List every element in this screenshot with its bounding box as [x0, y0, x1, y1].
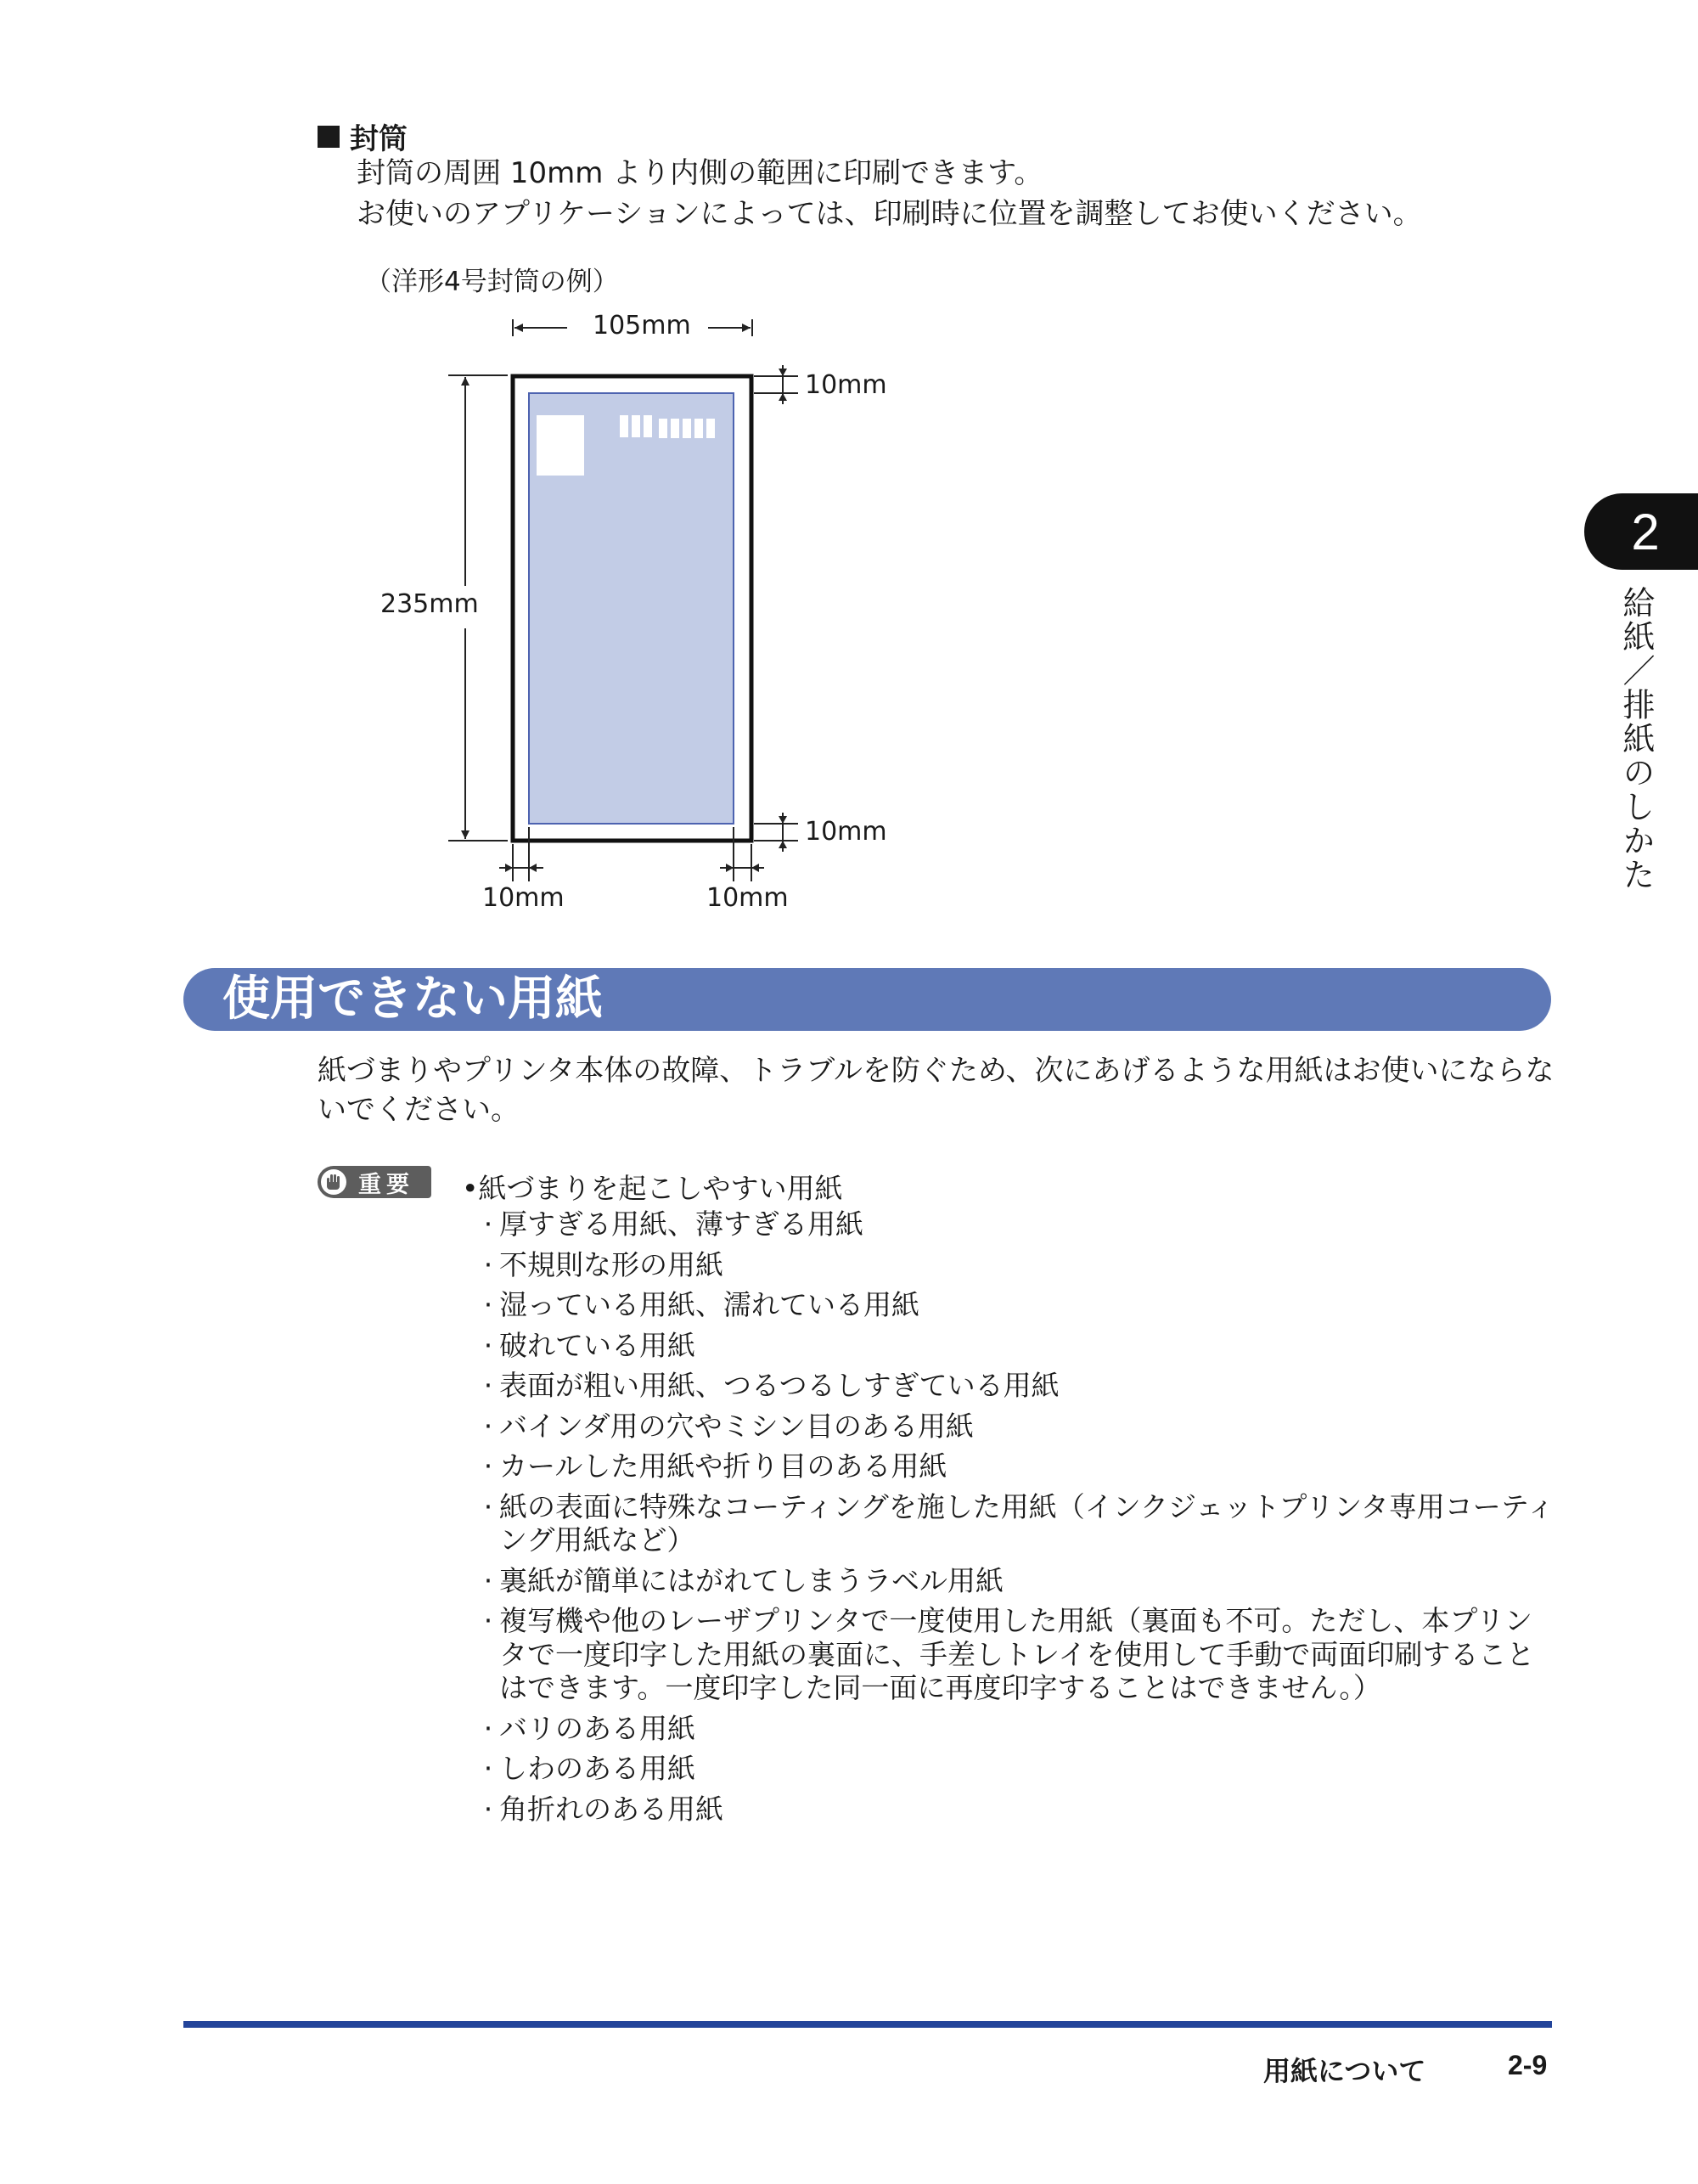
- margin-left-label: 10mm: [482, 883, 565, 913]
- stamp-box: [537, 415, 584, 476]
- width-label: 105mm: [593, 311, 691, 341]
- list-item: · 角折れのある用紙: [483, 1792, 723, 1826]
- margin-right-label: 10mm: [706, 883, 789, 913]
- list-item: · 厚すぎる用紙、薄すぎる用紙: [483, 1207, 863, 1241]
- list-heading-text: 紙づまりを起こしやすい用紙: [478, 1172, 843, 1205]
- list-item: · 紙の表面に特殊なコーティングを施した用紙（インクジェットプリンタ専用コーティング用紙など）: [483, 1489, 1555, 1556]
- bullet-icon: •: [462, 1172, 479, 1205]
- list-item: · 複写機や他のレーザプリンタで一度使用した用紙（裏面も不可。ただし、本プリンタで一度印字した用紙の裏面に、手差しトレイを使用して手動で両面印刷することはできます。一度印字した同一面に再度印字することはできません。）: [483, 1604, 1535, 1704]
- list-item: · カールした用紙や折り目のある用紙: [483, 1449, 947, 1483]
- section-intro: 紙づまりやプリンタ本体の故障、トラブルを防ぐため、次にあげるような用紙はお使いにならないでください。: [318, 1054, 1555, 1127]
- list-item: · 破れている用紙: [483, 1328, 695, 1362]
- envelope-heading-text: 封筒: [350, 122, 408, 156]
- list-item: · 表面が粗い用紙、つるつるしすぎている用紙: [483, 1369, 1060, 1402]
- figure-caption: （洋形4号封筒の例）: [365, 267, 619, 297]
- footer-title: 用紙について: [1263, 2055, 1426, 2087]
- unusable-paper-list: [477, 1207, 1555, 1832]
- list-item: · しわのある用紙: [483, 1752, 695, 1785]
- section-title: 使用できない用紙: [222, 971, 603, 1027]
- chapter-title: 給紙／排紙のしかた: [1617, 586, 1655, 892]
- envelope-line-1: 封筒の周囲 10mm より内側の範囲に印刷できます。: [357, 156, 1043, 190]
- list-item: · バインダ用の穴やミシン目のある用紙: [483, 1409, 974, 1443]
- margin-top-label: 10mm: [805, 370, 887, 400]
- list-heading: [462, 1167, 842, 1207]
- important-badge: [318, 1166, 431, 1198]
- important-badge-label: 重要: [358, 1171, 414, 1198]
- list-item: · 不規則な形の用紙: [483, 1247, 723, 1281]
- page-number: 2-9: [1508, 2050, 1548, 2080]
- section-title-bar: [183, 968, 1551, 1031]
- chapter-tab[interactable]: [1584, 493, 1698, 570]
- list-item: · バリのある用紙: [483, 1711, 695, 1745]
- footer-rule: [183, 2021, 1552, 2028]
- chapter-number: 2: [1631, 503, 1660, 560]
- list-item: · 湿っている用紙、濡れている用紙: [483, 1288, 919, 1321]
- height-label: 235mm: [380, 589, 479, 619]
- envelope-diagram: [0, 0, 1698, 934]
- list-item: · 裏紙が簡単にはがれてしまうラベル用紙: [483, 1563, 1004, 1597]
- margin-bottom-label: 10mm: [805, 817, 887, 847]
- hand-stop-icon: [321, 1169, 346, 1195]
- envelope-line-2: お使いのアプリケーションによっては、印刷時に位置を調整してお使いください。: [357, 197, 1422, 231]
